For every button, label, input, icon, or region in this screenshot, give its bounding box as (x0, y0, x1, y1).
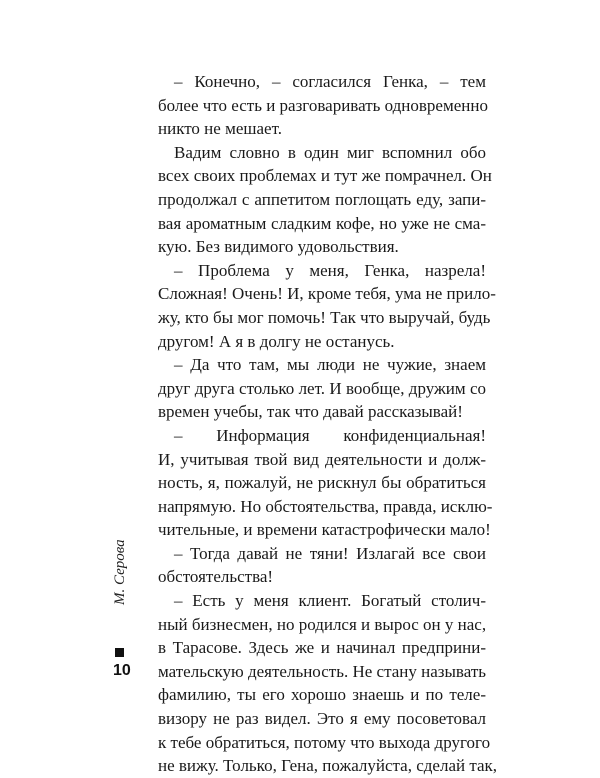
text-line: – Информация конфиденциальная! (174, 425, 486, 445)
author-running-header: М. Серова (112, 539, 128, 605)
text-line: И, учитывая твой вид деятельности и долж- (158, 449, 486, 469)
text-line: фамилию, ты его хорошо знаешь и по теле- (158, 685, 486, 705)
text-line: напрямую. Но обстоятельства, правда, исклю- (158, 496, 493, 516)
text-line: не вижу. Только, Гена, пожалуйста, сделай так, (158, 756, 498, 776)
text-line: вая ароматным сладким кофе, но уже не сма- (158, 213, 486, 233)
text-line: – Есть у меня клиент. Богатый столич- (174, 591, 486, 611)
text-line: – Да что там, мы люди не чужие, знаем (174, 355, 486, 375)
text-line: обстоятельства! (158, 567, 274, 587)
text-line: Сложная! Очень! И, кроме тебя, ума не прило- (158, 284, 496, 304)
text-line: – Проблема у меня, Генка, назрела! (174, 260, 486, 280)
text-line: друг друга столько лет. И вообще, дружим со (158, 378, 486, 398)
text-line: визору не раз видел. Это я ему посоветовал (158, 709, 486, 729)
text-line: Вадим словно в один миг вспомнил обо (174, 142, 486, 162)
text-line: более что есть и разговаривать одновременно (158, 95, 488, 115)
text-line: чительные, и времени катастрофически мало! (158, 520, 491, 540)
page-body-text (158, 70, 498, 778)
text-line: продолжал с аппетитом поглощать еду, запи- (158, 189, 486, 209)
text-line: времен учебы, так что давай рассказывай! (158, 402, 463, 422)
text-line: мательскую деятельность. Не стану называть (158, 661, 486, 681)
text-line: в Тарасове. Здесь же и начинал предприни- (158, 638, 486, 658)
text-line: жу, кто бы мог помочь! Так что выручай, будь (158, 307, 491, 327)
text-line: другом! А я в долгу не останусь. (158, 331, 395, 351)
text-line: ность, я, пожалуй, не рискнул бы обратиться (158, 473, 486, 493)
text-line: кую. Без видимого удовольствия. (158, 237, 399, 257)
text-line: – Конечно, – согласился Генка, – тем (174, 72, 486, 91)
page-number: 10 (113, 662, 131, 679)
page-marker-square (115, 648, 124, 657)
text-line: ный бизнесмен, но родился и вырос он у нас, (158, 614, 487, 634)
text-line: всех своих проблемах и тут же помрачнел. Он (158, 166, 492, 186)
text-line: к тебе обратиться, потому что выхода другого (158, 732, 491, 752)
text-line: никто не мешает. (158, 119, 282, 139)
text-line: – Тогда давай не тяни! Излагай все свои (174, 543, 486, 563)
